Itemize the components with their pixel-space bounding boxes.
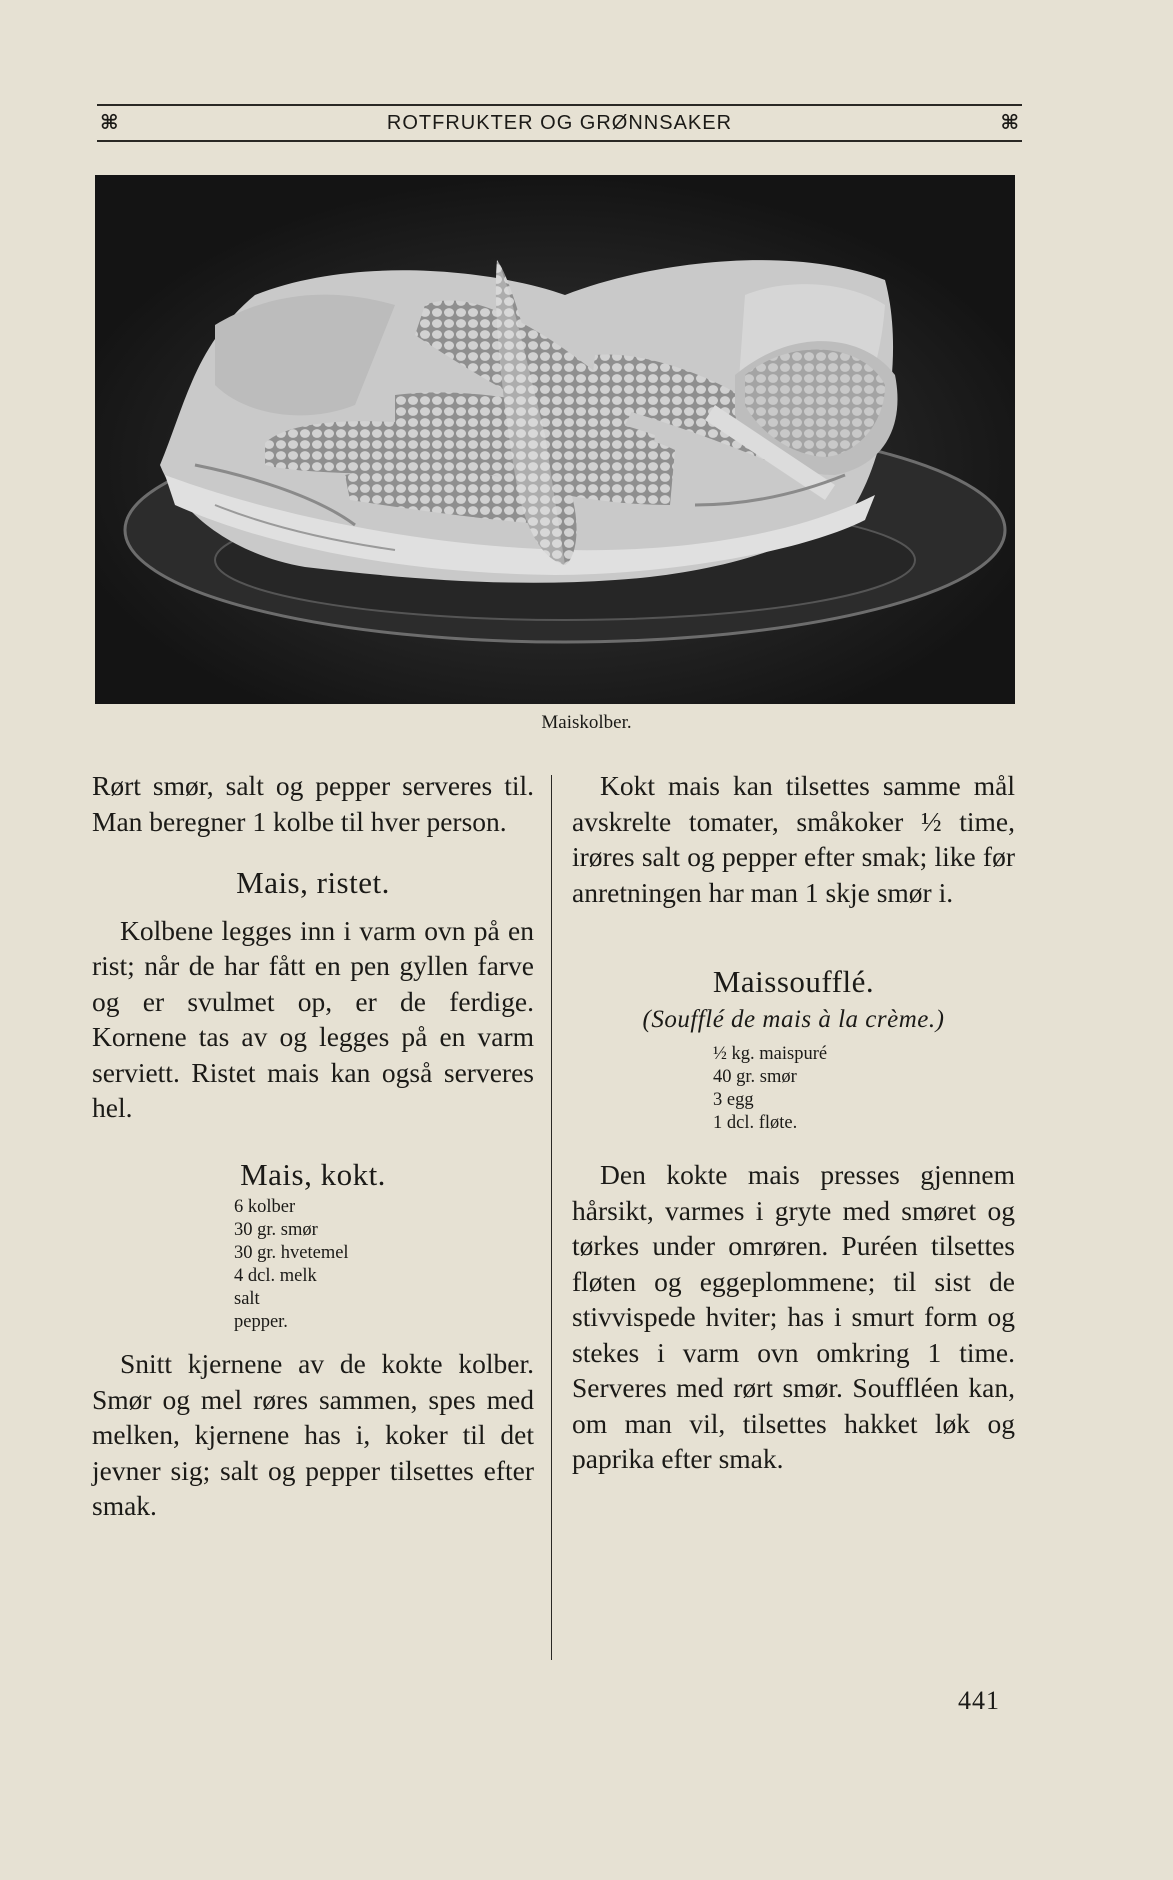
running-title: ROTFRUKTER OG GRØNNSAKER bbox=[386, 112, 733, 134]
ingredient-item: 30 gr. hvetemel bbox=[234, 1243, 349, 1263]
recipe-title-mais-ristet: Mais, ristet. bbox=[236, 865, 390, 900]
ingredient-item: 1 dcl. fløte. bbox=[713, 1113, 798, 1133]
recipe-text-mais-ristet: Kolbene legges inn i varm ovn på en rist; når de har fått en pen gyllen farve og er svulmet op, er de ferdige. Kornene tas av og legges på en varm serviett. Ristet mais kan også serveres hel. bbox=[92, 914, 534, 1123]
ingredient-item: ½ kg. maispuré bbox=[713, 1044, 828, 1064]
recipe-subtitle-maissouffle: (Soufflé de mais à la crème.) bbox=[642, 1005, 945, 1033]
header-rule-top bbox=[97, 104, 1022, 106]
intro-paragraph: Rørt smør, salt og pepper serveres til. Man beregner 1 kolbe til hver person. bbox=[92, 770, 534, 837]
header-ornament-left: ⌘ bbox=[100, 110, 119, 134]
corn-cobs-illustration bbox=[95, 175, 1015, 704]
ingredient-list-mais-kokt bbox=[234, 1196, 534, 1334]
column-divider bbox=[551, 775, 552, 1660]
ingredient-item: salt bbox=[234, 1289, 260, 1309]
recipe-text-maissouffle: Den kokte mais presses gjennem hårsikt, varmes i gryte med smøret og tørkes under omrøren. Puréen tilsettes fløten og eggeplommene; til sist de stivvispede hviter; has i smurt form og stekes i varm ovn omkring 1 time. Serveres med rørt smør. Souffléen kan, om man vil, tilsettes hakket løk og paprika efter smak. bbox=[572, 1159, 1015, 1474]
ingredient-item: 4 dcl. melk bbox=[234, 1266, 317, 1286]
ingredient-item: 30 gr. smør bbox=[234, 1220, 318, 1240]
ingredient-item: pepper. bbox=[234, 1312, 288, 1332]
ingredient-item: 3 egg bbox=[713, 1090, 754, 1110]
recipe-title-mais-kokt: Mais, kokt. bbox=[240, 1156, 386, 1192]
recipe-text-mais-kokt: Snitt kjernene av de kokte kolber. Smør og mel røres sammen, spes med melken, kjernene has i, koker til det jevner sig; salt og pepper tilsettes efter smak. bbox=[92, 1348, 534, 1521]
ingredient-list-maissouffle bbox=[713, 1043, 1015, 1135]
running-header bbox=[97, 108, 1022, 138]
corn-cobs-photo bbox=[95, 175, 1015, 704]
right-column bbox=[572, 768, 1015, 1477]
photo-caption: Maiskolber. bbox=[541, 712, 632, 733]
ingredient-item: 6 kolber bbox=[234, 1197, 296, 1217]
page-number: 441 bbox=[958, 1686, 1000, 1715]
header-ornament-right: ⌘ bbox=[1000, 110, 1019, 134]
left-column bbox=[92, 768, 534, 1524]
recipe-title-maissouffle: Maissoufflé. bbox=[712, 964, 875, 999]
ingredient-item: 40 gr. smør bbox=[713, 1067, 797, 1087]
continued-paragraph: Kokt mais kan tilsettes samme mål avskrelte tomater, småkoker ½ time, irøres salt og pepper efter smak; like før anretningen har man 1 skje smør i. bbox=[572, 770, 1015, 908]
header-rule-bottom bbox=[97, 140, 1022, 142]
